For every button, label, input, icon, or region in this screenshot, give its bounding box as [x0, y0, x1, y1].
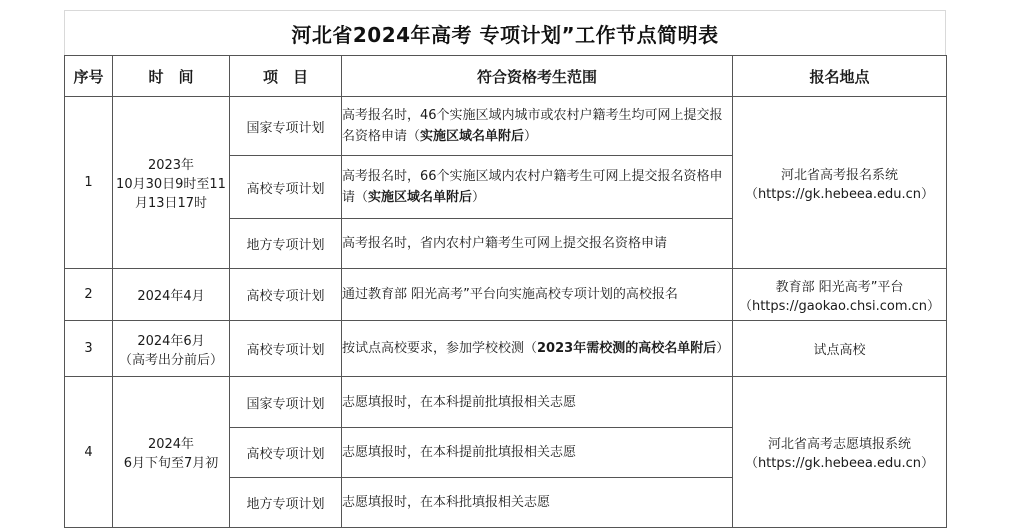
time-line: 月13日17时: [134, 196, 208, 211]
scope-text: 按试点高校要求，参加学校校测（: [342, 341, 538, 356]
row-project: 地方专项计划: [230, 219, 342, 269]
scope-tail: ）: [716, 341, 730, 356]
row-no: 1: [65, 97, 113, 269]
location-name: 河北省高考志愿填报系统: [767, 437, 911, 452]
row-scope: [342, 156, 733, 219]
location-url: （https://gaokao.chsi.com.cn）: [738, 298, 941, 314]
schedule-table: [64, 55, 947, 528]
row-scope: [342, 321, 733, 377]
row-location: [733, 269, 947, 321]
row-scope: 通过教育部 阳光高考”平台向实施高校专项计划的高校报名: [342, 269, 733, 321]
header-location: 报名地点: [733, 56, 947, 97]
table-row: [65, 377, 947, 428]
location-url: （https://gk.hebeea.edu.cn）: [744, 186, 935, 202]
row-project: 高校专项计划: [230, 269, 342, 321]
time-line: 2024年6月: [137, 333, 205, 349]
row-time: [113, 377, 230, 528]
row-project: 高校专项计划: [230, 321, 342, 377]
scope-bold: 实施区域名单附后: [420, 129, 525, 144]
location-name: 河北省高考报名系统: [780, 167, 898, 183]
table-row: [65, 269, 947, 321]
location-url: （https://gk.hebeea.edu.cn）: [744, 456, 935, 471]
table-row: [65, 321, 947, 377]
scope-text: 高考报名时，46个实施区域内城市或农村户籍考生均可网上提交报名资格申请（: [342, 108, 723, 144]
header-item: 项 目: [230, 56, 342, 97]
row-scope: 志愿填报时，在本科批填报相关志愿: [342, 478, 733, 528]
row-location: 试点高校: [733, 321, 947, 377]
row-time: 2024年4月: [113, 269, 230, 321]
table-row: [65, 97, 947, 156]
row-project: 高校专项计划: [230, 156, 342, 219]
header-no: 序号: [65, 56, 113, 97]
time-line: 2024年: [147, 437, 195, 452]
row-project: 国家专项计划: [230, 377, 342, 428]
time-line: 6月下旬至7月初: [123, 456, 219, 471]
row-project: 地方专项计划: [230, 478, 342, 528]
scope-text: 高考报名时，66个实施区域内农村户籍考生可网上提交报名资格申请（: [342, 169, 723, 205]
scope-tail: ）: [524, 129, 538, 144]
row-scope: 高考报名时，省内农村户籍考生可网上提交报名资格申请: [342, 219, 733, 269]
row-location: [733, 377, 947, 528]
time-line: 2023年: [147, 158, 195, 173]
time-line: （高考出分前后）: [118, 352, 223, 368]
location-name: 教育部 阳光高考”平台: [775, 279, 904, 295]
row-scope: 志愿填报时，在本科提前批填报相关志愿: [342, 377, 733, 428]
row-time: [113, 97, 230, 269]
row-no: 3: [65, 321, 113, 377]
scope-bold: 2023年需校测的高校名单附后: [537, 341, 717, 356]
time-line: 10月30日9时至11: [116, 177, 226, 192]
row-project: 高校专项计划: [230, 428, 342, 478]
document-title: 河北省2024年高考 专项计划”工作节点简明表: [64, 10, 946, 55]
schedule-document: [64, 10, 946, 528]
row-no: 2: [65, 269, 113, 321]
row-scope: 志愿填报时，在本科提前批填报相关志愿: [342, 428, 733, 478]
table-header-row: [65, 56, 947, 97]
row-scope: [342, 97, 733, 156]
row-project: 国家专项计划: [230, 97, 342, 156]
row-no: 4: [65, 377, 113, 528]
row-time: [113, 321, 230, 377]
header-time: 时 间: [113, 56, 230, 97]
scope-tail: ）: [472, 190, 486, 205]
scope-bold: 实施区域名单附后: [368, 190, 473, 205]
row-location: [733, 97, 947, 269]
header-scope: 符合资格考生范围: [342, 56, 733, 97]
